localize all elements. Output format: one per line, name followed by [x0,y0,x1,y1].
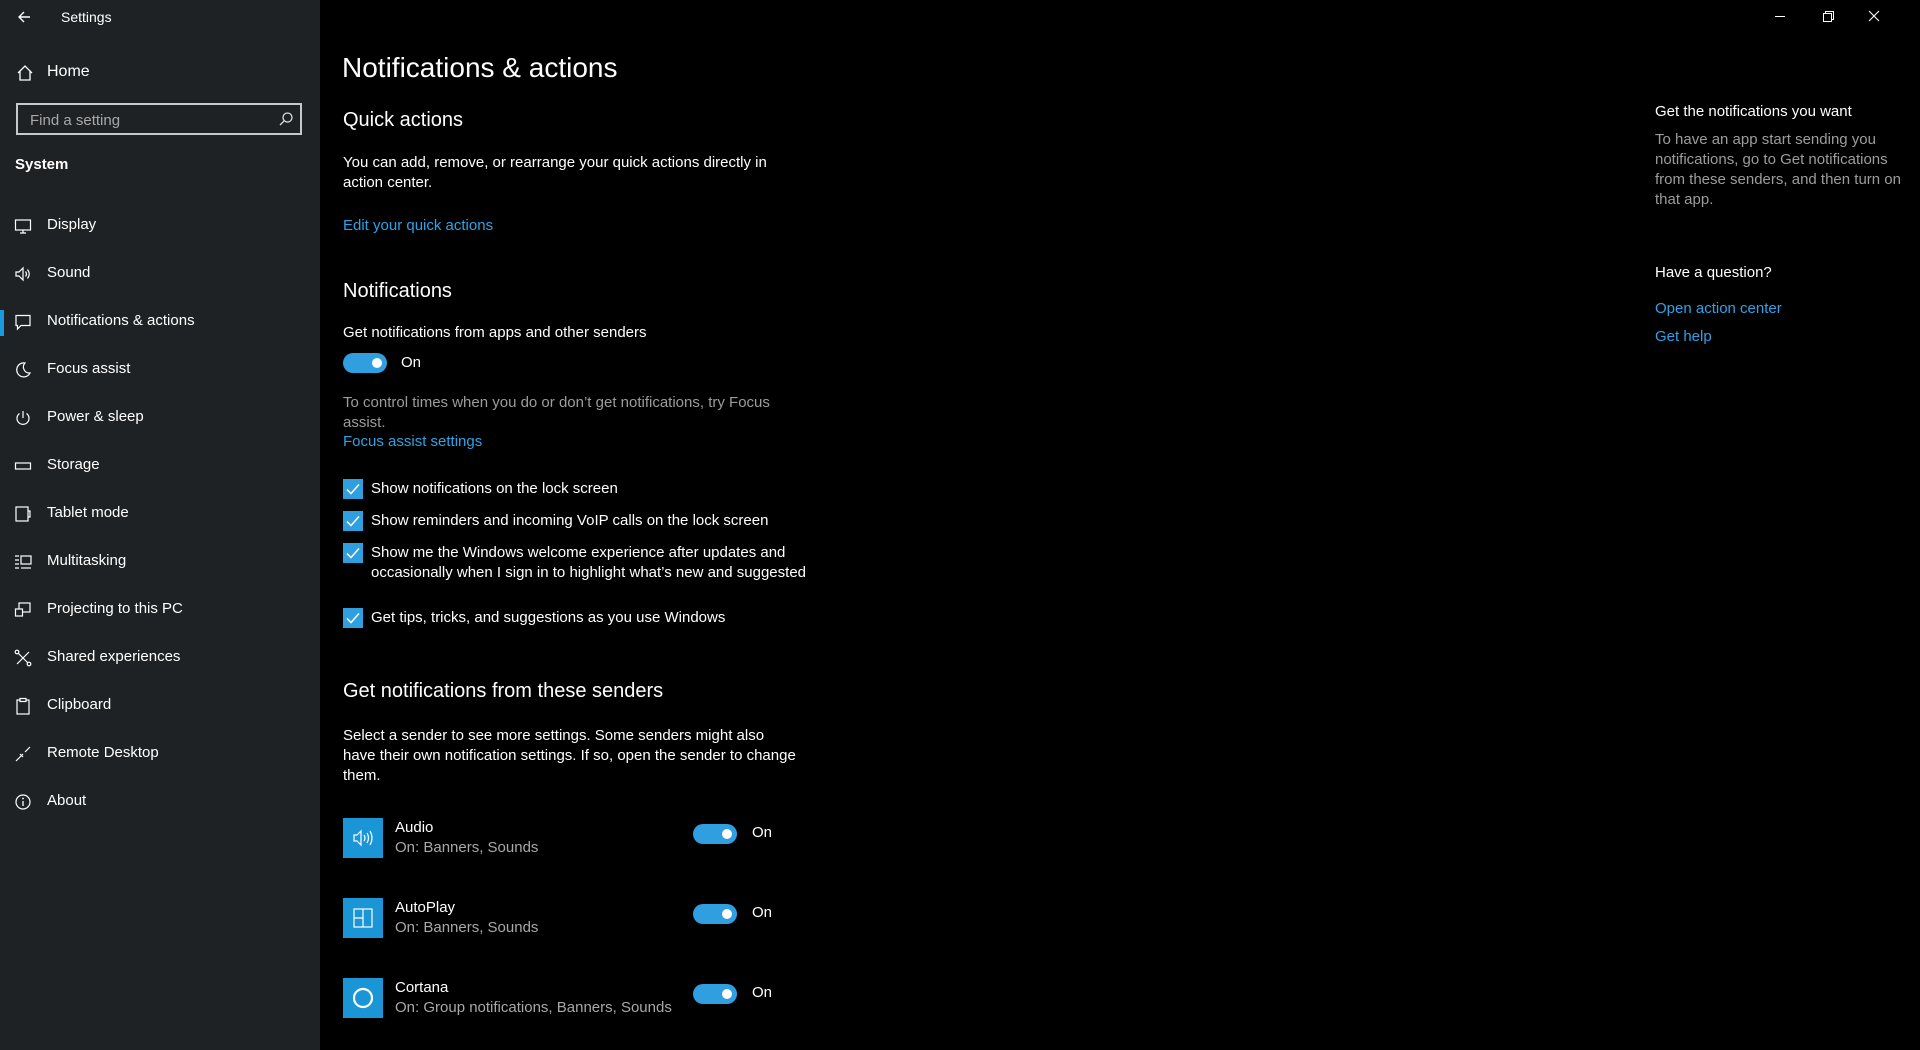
main-content [320,0,1920,1050]
sidebar-item-label: Display [47,216,97,233]
power-icon [14,409,32,427]
sender-name: Audio [395,819,434,836]
welcome-experience-checkbox[interactable] [343,543,363,563]
sender-autoplay-toggle[interactable] [693,904,737,924]
sidebar-item-multitasking[interactable] [0,541,320,589]
sender-cortana[interactable] [343,978,803,1022]
sender-status: On: Group notifications, Banners, Sounds [395,999,672,1016]
sidebar-item-projecting[interactable] [0,589,320,637]
sidebar-item-about[interactable] [0,781,320,829]
lock-screen-reminders-checkbox[interactable] [343,511,363,531]
cortana-icon [343,978,383,1018]
sidebar-item-focus-assist[interactable] [0,349,320,397]
shared-icon [14,649,32,667]
toggle-knob [722,989,732,999]
active-indicator [0,310,4,336]
checkbox-label: Show reminders and incoming VoIP calls on the lock screen [371,512,769,529]
help-heading-question: Have a question? [1655,264,1772,281]
speaker-icon [14,265,32,283]
sidebar-item-display[interactable] [0,205,320,253]
quick-actions-heading: Quick actions [343,109,464,131]
search-icon[interactable] [278,111,294,127]
multitasking-icon [14,553,32,571]
lock-screen-notifications-checkbox[interactable] [343,479,363,499]
sender-cortana-toggle[interactable] [693,984,737,1004]
focus-assist-settings-link[interactable]: Focus assist settings [343,433,483,450]
page-title: Notifications & actions [342,52,618,83]
title-bar [0,0,320,34]
tablet-icon [14,505,32,523]
sidebar-item-storage[interactable] [0,445,320,493]
sidebar-item-label: Clipboard [47,696,112,713]
sidebar-item-notifications[interactable] [0,301,320,349]
window-controls [1770,0,1920,34]
sidebar-item-label: Remote Desktop [47,744,159,761]
sender-toggle-state: On [752,824,773,841]
sender-name: Cortana [395,979,449,996]
remote-desktop-icon [14,745,32,763]
audio-icon [343,818,383,858]
notifications-heading: Notifications [343,280,452,302]
clipboard-icon [14,697,32,715]
autoplay-icon [343,898,383,938]
senders-description: Select a sender to see more settings. Some senders might also have their own notification settings. If so, open the sender to change them. [343,727,796,784]
sidebar-item-label: Shared experiences [47,648,181,665]
sidebar-item-label: Notifications & actions [47,312,195,329]
sidebar-item-remote-desktop[interactable] [0,733,320,781]
sidebar-item-label: Projecting to this PC [47,600,183,617]
checkbox-label: Show notifications on the lock screen [371,480,618,497]
sender-toggle-state: On [752,904,773,921]
minimize-icon[interactable] [1770,6,1790,26]
sender-audio-toggle[interactable] [693,824,737,844]
sender-audio[interactable] [343,818,803,862]
sidebar-nav [0,205,320,829]
tips-tricks-checkbox[interactable] [343,608,363,628]
focus-assist-hint: To control times when you do or don’t get notifications, try Focus assist. [343,394,770,431]
sidebar-item-label: Focus assist [47,360,131,377]
get-notifications-label: Get notifications from apps and other senders [343,324,647,341]
close-icon[interactable] [1864,6,1884,26]
sender-status: On: Banners, Sounds [395,839,539,856]
checkbox-label: Get tips, tricks, and suggestions as you use Windows [371,609,726,626]
info-icon [14,793,32,811]
sidebar-item-clipboard[interactable] [0,685,320,733]
sender-name: AutoPlay [395,899,456,916]
sidebar-item-label: Power & sleep [47,408,144,425]
sender-toggle-state: On [752,984,773,1001]
notifications-toggle[interactable] [343,353,387,373]
open-action-center-link[interactable]: Open action center [1655,300,1782,317]
sidebar-item-label: About [47,792,87,809]
back-arrow-icon[interactable] [14,6,36,28]
sidebar [0,0,320,1050]
moon-icon [14,361,32,379]
search-input[interactable] [28,109,272,131]
sender-autoplay[interactable] [343,898,803,942]
sidebar-home[interactable] [0,60,320,86]
toggle-knob [372,358,382,368]
senders-heading: Get notifications from these senders [343,680,664,702]
help-text-notifications: To have an app start sending you notifications, go to Get notifications from these senders, and then turn on that app. [1655,131,1901,208]
search-box[interactable] [16,103,302,135]
sidebar-item-label: Tablet mode [47,504,129,521]
sidebar-item-tablet-mode[interactable] [0,493,320,541]
notification-icon [14,313,32,331]
checkbox-label: Show me the Windows welcome experience after updates and occasionally when I sign in to highlight what’s new and suggested [371,544,806,581]
sidebar-item-label: Storage [47,456,100,473]
monitor-icon [14,217,32,235]
toggle-knob [722,909,732,919]
sidebar-item-power-sleep[interactable] [0,397,320,445]
storage-icon [14,457,32,475]
section-label-system: System [15,156,69,173]
sidebar-item-label: Multitasking [47,552,127,569]
sidebar-item-label: Sound [47,264,91,281]
sidebar-item-shared-experiences[interactable] [0,637,320,685]
help-heading-notifications: Get the notifications you want [1655,103,1852,120]
edit-quick-actions-link[interactable]: Edit your quick actions [343,217,494,234]
notifications-toggle-state: On [401,354,422,371]
get-help-link[interactable]: Get help [1655,328,1712,345]
home-label: Home [47,63,90,80]
app-title: Settings [61,9,112,25]
projecting-icon [14,601,32,619]
toggle-knob [722,829,732,839]
home-icon [16,64,34,82]
quick-actions-description: You can add, remove, or rearrange your quick actions directly in action center. [343,154,767,191]
sender-status: On: Banners, Sounds [395,919,539,936]
sidebar-item-sound[interactable] [0,253,320,301]
restore-icon[interactable] [1818,6,1838,26]
